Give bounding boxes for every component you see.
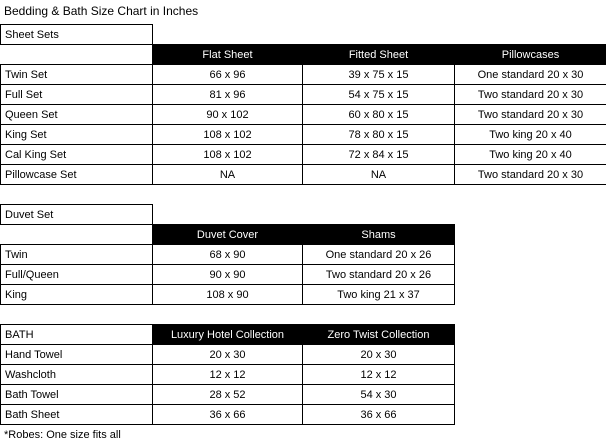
table-row <box>1 345 606 365</box>
section-label-row <box>1 25 606 45</box>
spacer-cell <box>455 245 606 265</box>
row-label-hand-towel: Hand Towel <box>1 345 153 365</box>
cell-value: 39 x 75 x 15 <box>303 65 455 85</box>
spacer-cell <box>303 185 455 205</box>
section-label-duvet-set: Duvet Set <box>1 205 153 225</box>
cell-value: 78 x 80 x 15 <box>303 125 455 145</box>
table-row <box>1 125 606 145</box>
table-header-row <box>1 325 606 345</box>
column-header-shams: Shams <box>303 225 455 245</box>
spacer-cell <box>1 185 153 205</box>
cell-value: 68 x 90 <box>153 245 303 265</box>
cell-value: 108 x 90 <box>153 285 303 305</box>
table-row <box>1 245 606 265</box>
cell-value: 60 x 80 x 15 <box>303 105 455 125</box>
cell-value: 72 x 84 x 15 <box>303 145 455 165</box>
table-row <box>1 285 606 305</box>
footnote: *Robes: One size fits all <box>0 425 606 441</box>
section-label-bath: BATH <box>1 325 153 345</box>
table-row <box>1 265 606 285</box>
cell-value: Two standard 20 x 30 <box>455 85 606 105</box>
cell-value: One standard 20 x 30 <box>455 65 606 85</box>
cell-value: 90 x 90 <box>153 265 303 285</box>
spacer-cell <box>303 25 455 45</box>
column-header-fitted-sheet: Fitted Sheet <box>303 45 455 65</box>
spacer-cell <box>455 205 606 225</box>
spacer-cell <box>153 185 303 205</box>
cell-value: Two standard 20 x 26 <box>303 265 455 285</box>
column-header-pillowcases: Pillowcases <box>455 45 606 65</box>
cell-value: 90 x 102 <box>153 105 303 125</box>
cell-value: 12 x 12 <box>153 365 303 385</box>
table-row <box>1 65 606 85</box>
corner-cell <box>1 225 153 245</box>
table-row <box>1 105 606 125</box>
cell-value: Two king 20 x 40 <box>455 145 606 165</box>
table-row <box>1 365 606 385</box>
spacer-cell <box>455 225 606 245</box>
cell-value: 20 x 30 <box>153 345 303 365</box>
row-label-bath-sheet: Bath Sheet <box>1 405 153 425</box>
spacer-cell <box>455 285 606 305</box>
table-row <box>1 385 606 405</box>
column-header-duvet-cover: Duvet Cover <box>153 225 303 245</box>
cell-value: 12 x 12 <box>303 365 455 385</box>
spacer-cell <box>455 405 606 425</box>
cell-value: 20 x 30 <box>303 345 455 365</box>
cell-value: Two standard 20 x 30 <box>455 105 606 125</box>
page-title: Bedding & Bath Size Chart in Inches <box>0 0 606 24</box>
spacer-cell <box>153 25 303 45</box>
spacer-cell <box>153 305 303 325</box>
column-header-flat-sheet: Flat Sheet <box>153 45 303 65</box>
spacer-cell <box>303 205 455 225</box>
cell-value: 81 x 96 <box>153 85 303 105</box>
spacer-cell <box>153 205 303 225</box>
cell-value: Two king 20 x 40 <box>455 125 606 145</box>
cell-value: 108 x 102 <box>153 145 303 165</box>
cell-value: NA <box>153 165 303 185</box>
column-header-zero-twist-collection: Zero Twist Collection <box>303 325 455 345</box>
corner-cell <box>1 45 153 65</box>
spacer-cell <box>303 305 455 325</box>
spacer-cell <box>455 325 606 345</box>
table-row <box>1 85 606 105</box>
spacer-cell <box>455 265 606 285</box>
table-row <box>1 145 606 165</box>
column-header-luxury-hotel-collection: Luxury Hotel Collection <box>153 325 303 345</box>
spacer-cell <box>455 345 606 365</box>
cell-value: Two standard 20 x 30 <box>455 165 606 185</box>
row-label-king-set: King Set <box>1 125 153 145</box>
table-row <box>1 405 606 425</box>
cell-value: One standard 20 x 26 <box>303 245 455 265</box>
cell-value: 108 x 102 <box>153 125 303 145</box>
row-label-twin-set: Twin Set <box>1 65 153 85</box>
row-label-washcloth: Washcloth <box>1 365 153 385</box>
row-label-cal-king-set: Cal King Set <box>1 145 153 165</box>
cell-value: 54 x 30 <box>303 385 455 405</box>
spacer-cell <box>455 385 606 405</box>
spacer-cell <box>455 365 606 385</box>
section-spacer <box>1 185 606 205</box>
row-label-bath-towel: Bath Towel <box>1 385 153 405</box>
table-header-row <box>1 225 606 245</box>
spacer-cell <box>1 305 153 325</box>
row-label-twin: Twin <box>1 245 153 265</box>
row-label-full-set: Full Set <box>1 85 153 105</box>
row-label-full-queen: Full/Queen <box>1 265 153 285</box>
section-label-row <box>1 205 606 225</box>
table-header-row <box>1 45 606 65</box>
section-label-sheet-sets: Sheet Sets <box>1 25 153 45</box>
row-label-queen-set: Queen Set <box>1 105 153 125</box>
spacer-cell <box>455 25 606 45</box>
cell-value: 54 x 75 x 15 <box>303 85 455 105</box>
cell-value: 28 x 52 <box>153 385 303 405</box>
cell-value: 36 x 66 <box>303 405 455 425</box>
spacer-cell <box>455 185 606 205</box>
sheet-sets-table <box>0 24 606 425</box>
section-spacer <box>1 305 606 325</box>
cell-value: 36 x 66 <box>153 405 303 425</box>
table-row <box>1 165 606 185</box>
cell-value: NA <box>303 165 455 185</box>
row-label-pillowcase-set: Pillowcase Set <box>1 165 153 185</box>
cell-value: Two king 21 x 37 <box>303 285 455 305</box>
cell-value: 66 x 96 <box>153 65 303 85</box>
spacer-cell <box>455 305 606 325</box>
row-label-king: King <box>1 285 153 305</box>
